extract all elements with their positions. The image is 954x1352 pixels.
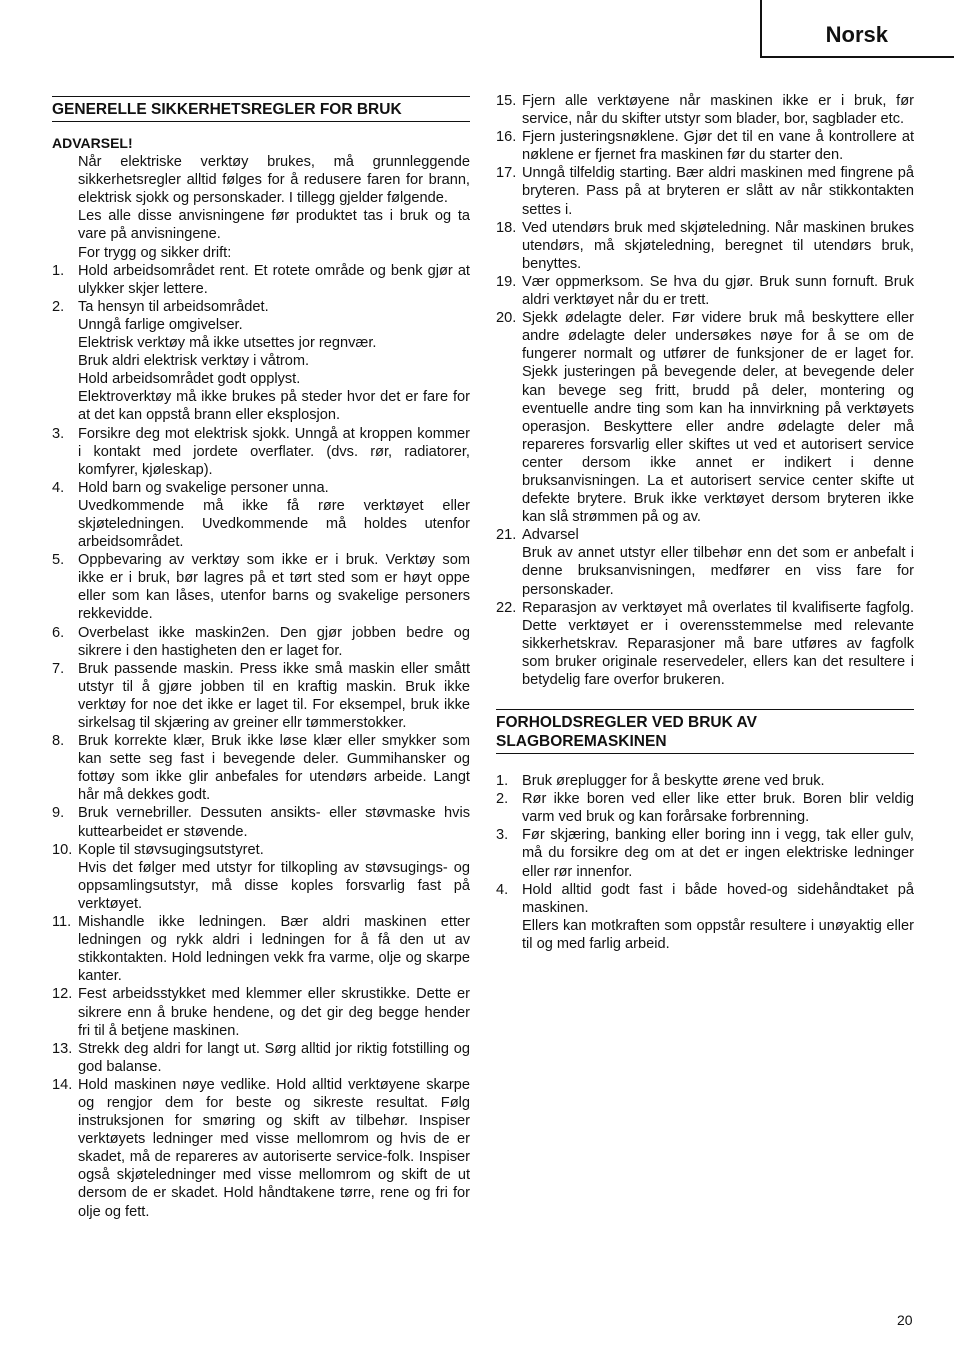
item-number: 19. (496, 273, 517, 290)
item-text: Bruk passende maskin. Press ikke små maskin eller smått utstyr til å gjøre jobben til en kraftig maskin. Bruk ikke verktøy for noe det ikke er laget til. For eksempel, bruk ikke sirkelsag til skjæring av greiner ellr tømmerstokker. (78, 660, 470, 731)
list-item (52, 841, 470, 913)
list-item (52, 425, 470, 479)
item-text: Hold arbeidsområdet rent. Et rotete område og benk gjør at ulykker skjer lettere. (78, 262, 470, 297)
item-text: Bruk korrekte klær, Bruk ikke løse klær eller smykker som kan sette seg fast i bevegende deler. Gummihansker og fottøy som ikke glir anbefales for utendørs arbeide. Langt hår må dekkes godt. (78, 733, 470, 804)
list-item (52, 624, 470, 660)
item-text: Hold barn og svakelige personer unna. Uvedkommende må ikke få røre verktøyet eller skjøteledningen. Uvedkommende må holdes utenfor arbeidsområdet. (78, 479, 470, 551)
item-text: Fest arbeidsstykket med klemmer eller skrustikke. Dette er sikrere enn å bruke hendene, og det gir deg begge hender fri til å betjene maskinen. (78, 986, 470, 1039)
language-label: Norsk (825, 22, 888, 47)
item-number: 11. (52, 914, 72, 931)
item-text: Vær oppmerksom. Se hva du gjør. Bruk sunn fornuft. Bruk aldri verktøyet når du er trett. (522, 273, 914, 309)
list-item (496, 526, 914, 598)
item-text: Bruk øreplugger for å beskytte ørene ved bruk. (522, 773, 825, 790)
item-text: Sjekk ødelagte deler. Før videre bruk må beskyttere eller andre ødelagte deler undersøkes nøye for å se om de fungerer normalt og utfører de funksjoner de er laget for. Sjekk justeringen på bevegende deler, at bevegende deler kan bevege seg fritt, brudd på deler, montering og eventuelle andre ting som kan ha innvirkning på verktøyets operasjon. Beskyttere eller andre ødelagte deler må repareres forsvarlig eller skiftes ut ved et autorisert service center dersom ikke annet er indikert i denne bruksanvisningen. La et autorisert service center skifte ut defekte brytere. Bruk ikke verktøyet dersom bryteren ikke kan slå strømmen på og av. (522, 310, 914, 526)
list-item (496, 772, 914, 790)
precautions-list (496, 772, 914, 953)
item-number: 17. (496, 165, 517, 182)
intro-paragraph: For trygg og sikker drift: (78, 244, 232, 261)
item-text: Unngå tilfeldig starting. Bær aldri maskinen med fingrene på bryteren. Pass på at bryteren er slått av når stikkontakten settes i. (522, 165, 914, 218)
list-item (496, 881, 914, 953)
item-text: Advarsel Bruk av annet utstyr eller tilbehør enn det som er anbefalt i denne bruksanvisningen, medfører en viss fare for personskader. (522, 527, 914, 598)
item-number: 14. (52, 1076, 73, 1093)
item-number: 2. (496, 791, 509, 808)
item-number: 3. (52, 425, 65, 442)
list-item (496, 273, 914, 309)
item-text: Overbelast ikke maskin2en. Den gjør jobben bedre og sikrere i den hastigheten den er laget for. (78, 624, 470, 659)
list-item (52, 298, 470, 425)
list-item (496, 128, 914, 164)
item-number: 1. (52, 262, 65, 279)
item-number: 3. (496, 827, 509, 844)
item-number: 15. (496, 93, 517, 109)
list-item (496, 219, 914, 273)
safety-list-continued (496, 92, 914, 689)
item-text: Fjern justeringsnøklene. Gjør det til en vane å kontrollere at nøklene er fjernet fra maskinen før du starter den. (522, 129, 914, 164)
list-item (52, 804, 470, 840)
item-number: 9. (52, 805, 65, 822)
item-number: 6. (52, 624, 65, 641)
left-column (52, 93, 470, 1221)
item-number: 2. (52, 298, 65, 315)
list-item (496, 826, 914, 880)
item-text: Hold alltid godt fast i både hoved-og sidehåndtaket på maskinen. Ellers kan motkraften som oppstår resultere i unøyaktig eller til og med farlig arbeid. (522, 881, 914, 952)
item-number: 18. (496, 219, 517, 236)
item-text: Hold maskinen nøye vedlike. Hold alltid verktøyene skarpe og rengjor dem for beste og sikreste resultat. Følg instruksjonen for smøring og skift av tilbehør. Inspiser verktøyets ledninger med visse mellomrom og hvis de er skadet, må de repareres av autoriserte service-folk. Inspiser også skjøteledninger med visse mellomrom og skift de ut dersom de er skadet. Hold håndtakene tørre, rene og fri for olje og fett. (78, 1076, 470, 1220)
page-number: 20 (897, 1312, 913, 1328)
item-number: 12. (52, 986, 73, 1003)
item-number: 7. (52, 660, 65, 677)
list-item (52, 262, 470, 298)
item-text: Rør ikke boren ved eller like etter bruk. Boren blir veldig varm ved bruk og kan forårsake forbrenning. (522, 791, 914, 826)
item-number: 22. (496, 599, 517, 616)
item-text: Forsikre deg mot elektrisk sjokk. Unngå at kroppen kommer i kontakt med jordete overflater. (dvs. rør, radiatorer, komfyrer, kjøleskap). (78, 425, 470, 478)
item-number: 8. (52, 733, 65, 750)
list-item (496, 164, 914, 218)
item-number: 4. (52, 479, 65, 496)
list-item (496, 599, 914, 689)
item-text: Fjern alle verktøyene når maskinen ikke er i bruk, før service, når du skifter utstyr som blader, bor, sagblader etc. (522, 93, 914, 128)
item-text: Bruk vernebriller. Dessuten ansikts- eller støvmaske hvis kuttearbeidet er støvende. (78, 805, 470, 840)
section-heading-hammer-drill-precautions: FORHOLDSREGLER VED BRUK AV SLAGBOREMASKINEN (496, 709, 914, 754)
item-text: Kople til støvsugingsutstyret. Hvis det følger med utstyr for tilkopling av støvsugings- og oppsamlingsutstyr, må disse koples forsvarlig fast på verktøyet. (78, 841, 470, 912)
list-item (496, 309, 914, 526)
language-tab (760, 0, 954, 58)
right-column (496, 92, 914, 953)
safety-list (52, 262, 470, 1221)
list-item (52, 985, 470, 1039)
item-text: Ta hensyn til arbeidsområdet. Unngå farlige omgivelser. Elektrisk verktøy må ikke utsettes jor regnvær. Bruk aldri elektrisk verktøy i våtrom. Hold arbeidsområdet godt opplyst. Elektroverktøy må ikke brukes på steder hvor det er fare for at det kan oppstå brann eller eksplosjon. (78, 298, 470, 424)
item-text: Mishandle ikke ledningen. Bær aldri maskinen etter ledningen og rykk aldri i ledningen for å få den ut av stikkontakten. Hold ledningen vekk fra varme, olje og skarpe kanter. (78, 914, 470, 985)
intro-paragraph: Når elektriske verktøy brukes, må grunnleggende sikkerhetsregler alltid følges for å redusere faren for brann, elektrisk sjokk og personskader. I tillegg gjelder følgende. (78, 154, 470, 207)
list-item (496, 790, 914, 826)
item-number: 5. (52, 552, 65, 569)
list-item (52, 479, 470, 551)
list-item (52, 732, 470, 804)
list-item (52, 913, 470, 985)
item-text: Før skjæring, banking eller boring inn i vegg, tak eller gulv, må du forsikre deg om at det er ingen elektriske ledninger eller rør innenfor. (522, 827, 914, 880)
item-number: 20. (496, 310, 517, 327)
item-text: Strekk deg aldri for langt ut. Sørg alltid jor riktig fotstilling og god balanse. (78, 1040, 470, 1075)
list-item (52, 551, 470, 623)
list-item (496, 92, 914, 128)
item-text: Reparasjon av verktøyet må overlates til kvalifiserte fagfolg. Dette verktøyet er i overensstemmelse med relevante sikkerhetskrav. Reparasjoner må bare utføres av fagfolk som bruker originale reservedeler, ellers kan det resultere i betydelig fare overfor brukeren. (522, 599, 914, 688)
item-number: 4. (496, 881, 509, 898)
section-heading-general-safety: GENERELLE SIKKERHETSREGLER FOR BRUK (52, 96, 470, 122)
item-text: Ved utendørs bruk med skjøteledning. Når maskinen brukes utendørs, må skjøteledning, beregnet til utendørs bruk, benyttes. (522, 219, 914, 272)
list-item (52, 1076, 470, 1221)
list-item (52, 660, 470, 732)
item-number: 13. (52, 1040, 73, 1057)
intro-paragraph: Les alle disse anvisningene før produktet tas i bruk og ta vare på anvisningene. (78, 208, 470, 243)
item-text: Oppbevaring av verktøy som ikke er i bruk. Verktøy som ikke er i bruk, bør lagres på et tørt sted som er høyt oppe eller som kan låses, utenfor barns og svakelige personers rekkevidde. (78, 552, 470, 623)
item-number: 10. (52, 841, 73, 858)
item-number: 1. (496, 773, 509, 790)
item-number: 21. (496, 527, 517, 544)
warning-label: ADVARSEL! (52, 135, 133, 151)
item-number: 16. (496, 129, 517, 146)
list-item (52, 1040, 470, 1076)
